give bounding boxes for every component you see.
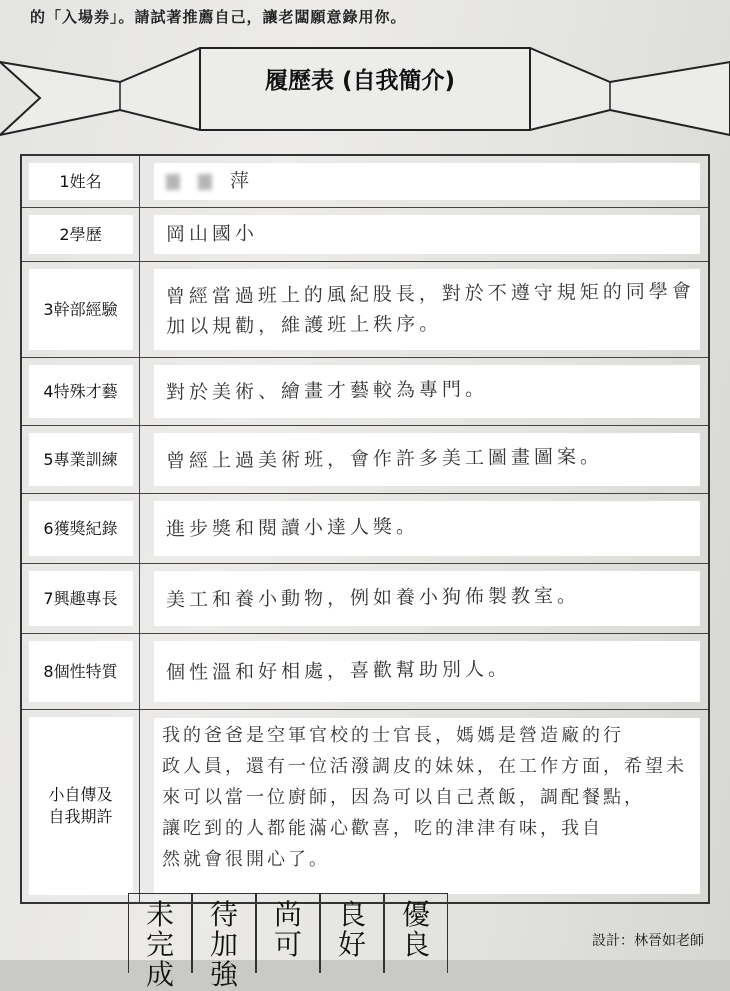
value-personality-text: 個性溫和好相處，喜歡幫助別人。: [165, 658, 512, 685]
value-awards-text: 進步獎和閱讀小達人獎。: [165, 515, 420, 541]
value-education-text: 岡山國小: [165, 222, 259, 246]
label-training: 5專業訓練: [29, 433, 133, 486]
value-leadership-text: 曾經當過班上的風紀股長，對於不遵守規矩的同學會加以規勸，維護班上秩序。: [165, 280, 695, 339]
page-title: 履歷表 (自我簡介): [264, 68, 456, 94]
row-education: [22, 208, 708, 262]
autobiography-text[interactable]: [154, 718, 700, 894]
name-visible-char: 萍: [229, 170, 254, 193]
row-interests: [22, 564, 708, 634]
label-leadership: 3幹部經驗: [29, 269, 133, 350]
label-personality: 8個性特質: [29, 641, 133, 702]
row-personality: [22, 634, 708, 710]
grade-label: 尚可: [273, 898, 302, 961]
row-autobiography: [22, 710, 708, 902]
value-training-text: 曾經上過美術班，會作許多美工圖畫圖案。: [165, 446, 604, 473]
designer-credit: 設計：林晉如老師: [592, 933, 704, 949]
label-education: 2學歷: [29, 215, 133, 254]
value-leadership[interactable]: [154, 269, 700, 350]
bio-line: 然就會很開心了。: [162, 849, 330, 870]
row-name: [22, 156, 708, 208]
label-interests: 7興趣專長: [29, 571, 133, 626]
intro-line: 的「入場券」。請試著推薦自己，讓老闆願意錄用你。: [30, 8, 407, 26]
value-personality[interactable]: [154, 641, 700, 702]
label-autobiography: 小自傳及 自我期許: [29, 717, 133, 895]
grade-incomplete[interactable]: [128, 893, 192, 991]
value-training[interactable]: [154, 433, 700, 486]
grade-needs-improvement[interactable]: [192, 893, 256, 991]
bio-line: 來可以當一位廚師，因為可以自己煮飯，調配餐點，: [162, 787, 645, 808]
value-talent[interactable]: [154, 365, 700, 418]
redacted-mark: [198, 173, 212, 189]
grade-excellent[interactable]: [384, 893, 448, 973]
value-name[interactable]: [154, 163, 700, 200]
bio-line: 讓吃到的人都能滿心歡喜，吃的津津有味，我自: [162, 818, 603, 839]
label-talent: 4特殊才藝: [29, 365, 133, 418]
label-awards: 6獲獎紀錄: [29, 501, 133, 556]
grade-fair[interactable]: [256, 893, 320, 973]
value-talent-text: 對於美術、繪畫才藝較為專門。: [165, 378, 489, 404]
value-interests[interactable]: [154, 571, 700, 626]
grade-label: 優良: [401, 898, 430, 961]
row-leadership: [22, 262, 708, 358]
bio-line: 政人員，還有一位活潑調皮的妹妹，在工作方面，希望未: [162, 756, 687, 777]
value-interests-text: 美工和養小動物，例如養小狗佈製教室。: [165, 585, 581, 612]
row-training: [22, 426, 708, 494]
grade-boxes: [128, 893, 448, 991]
grade-good[interactable]: [320, 893, 384, 973]
row-awards: [22, 494, 708, 564]
grade-label: 未完成: [145, 898, 174, 991]
value-awards[interactable]: [154, 501, 700, 556]
value-education[interactable]: [154, 215, 700, 254]
resume-form: [20, 154, 710, 904]
grade-label: 良好: [337, 898, 366, 961]
row-talent: [22, 358, 708, 426]
redacted-mark: [166, 173, 180, 189]
grade-label: 待加強: [209, 898, 238, 991]
bio-line: 我的爸爸是空軍官校的士官長，媽媽是營造廠的行: [162, 725, 624, 746]
label-name: 1姓名: [29, 163, 133, 200]
